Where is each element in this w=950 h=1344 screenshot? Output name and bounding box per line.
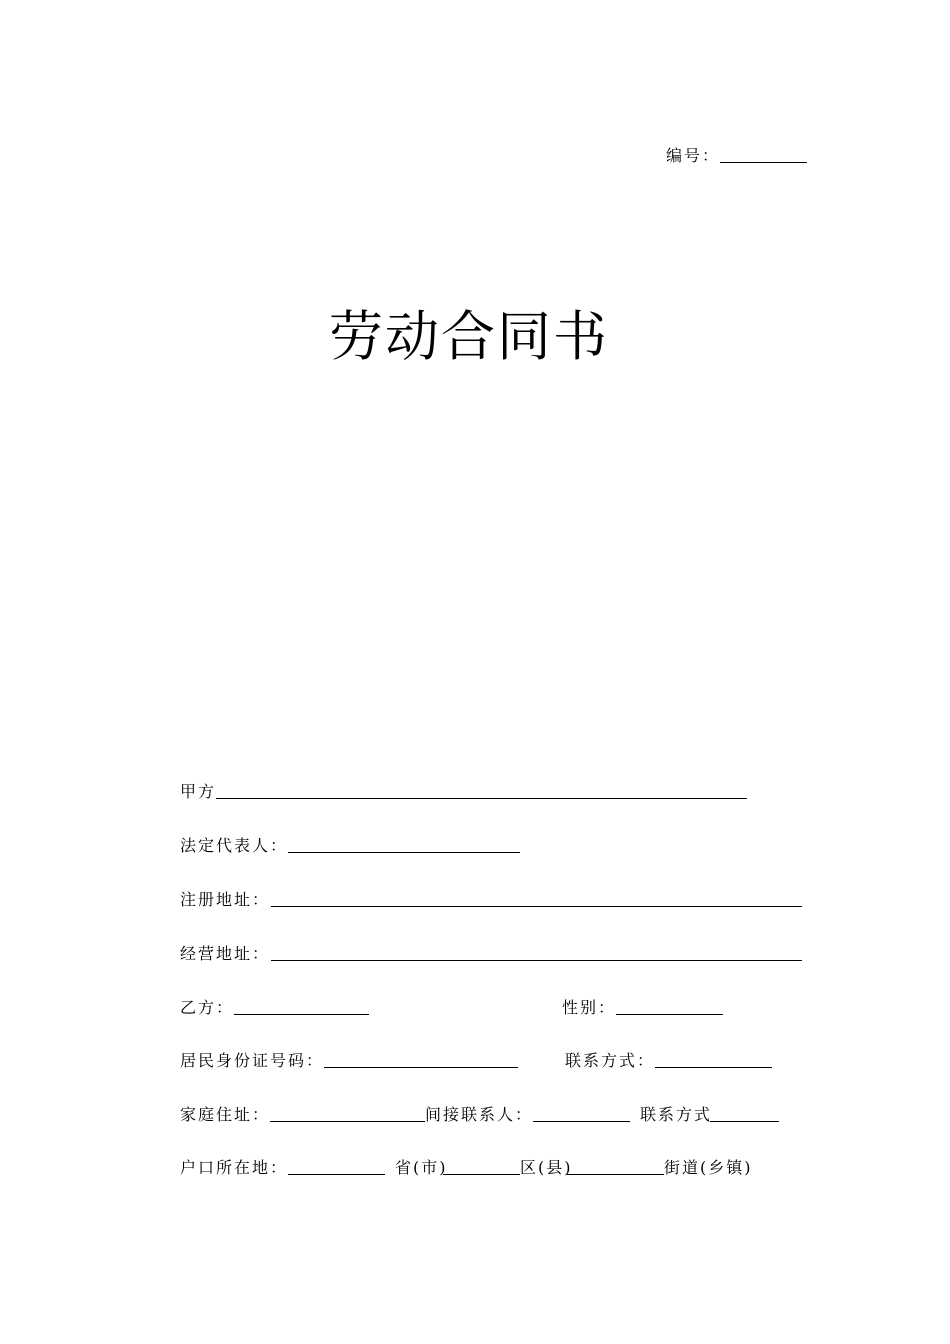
- business-address-label: 经营地址：: [180, 944, 271, 963]
- id-number-label: 居民身份证号码：: [180, 1051, 325, 1070]
- street-label: 街道(乡镇): [664, 1158, 753, 1177]
- party-a-field[interactable]: [216, 798, 747, 799]
- district-label: 区(县): [520, 1158, 573, 1177]
- id-number-field[interactable]: [324, 1067, 518, 1068]
- party-a-label: 甲方: [180, 782, 217, 801]
- hukou-province-field[interactable]: [288, 1174, 385, 1175]
- legal-representative-field[interactable]: [288, 852, 520, 853]
- business-address-field[interactable]: [271, 960, 802, 961]
- hukou-district-field[interactable]: [443, 1174, 520, 1175]
- gender-field[interactable]: [616, 1014, 723, 1015]
- indirect-contact-field[interactable]: [533, 1121, 630, 1122]
- contact2-field[interactable]: [710, 1121, 779, 1122]
- registered-address-label: 注册地址：: [180, 890, 271, 909]
- indirect-contact-label: 间接联系人：: [425, 1105, 534, 1124]
- hukou-label: 户口所在地：: [180, 1158, 289, 1177]
- party-b-field[interactable]: [234, 1014, 369, 1015]
- home-address-field[interactable]: [270, 1121, 425, 1122]
- contact2-label: 联系方式: [640, 1105, 713, 1124]
- document-title: 劳动合同书: [329, 305, 609, 368]
- home-address-label: 家庭住址：: [180, 1105, 271, 1124]
- contact-field[interactable]: [655, 1067, 772, 1068]
- registered-address-field[interactable]: [271, 906, 802, 907]
- gender-label: 性别：: [562, 998, 617, 1017]
- contract-number-field[interactable]: [720, 162, 807, 163]
- hukou-street-field[interactable]: [567, 1174, 664, 1175]
- contract-number-label: 编号：: [666, 146, 721, 165]
- contact-label: 联系方式：: [565, 1051, 656, 1070]
- province-label: 省(市): [395, 1158, 448, 1177]
- legal-representative-label: 法定代表人：: [180, 836, 289, 855]
- party-b-label: 乙方：: [180, 998, 235, 1017]
